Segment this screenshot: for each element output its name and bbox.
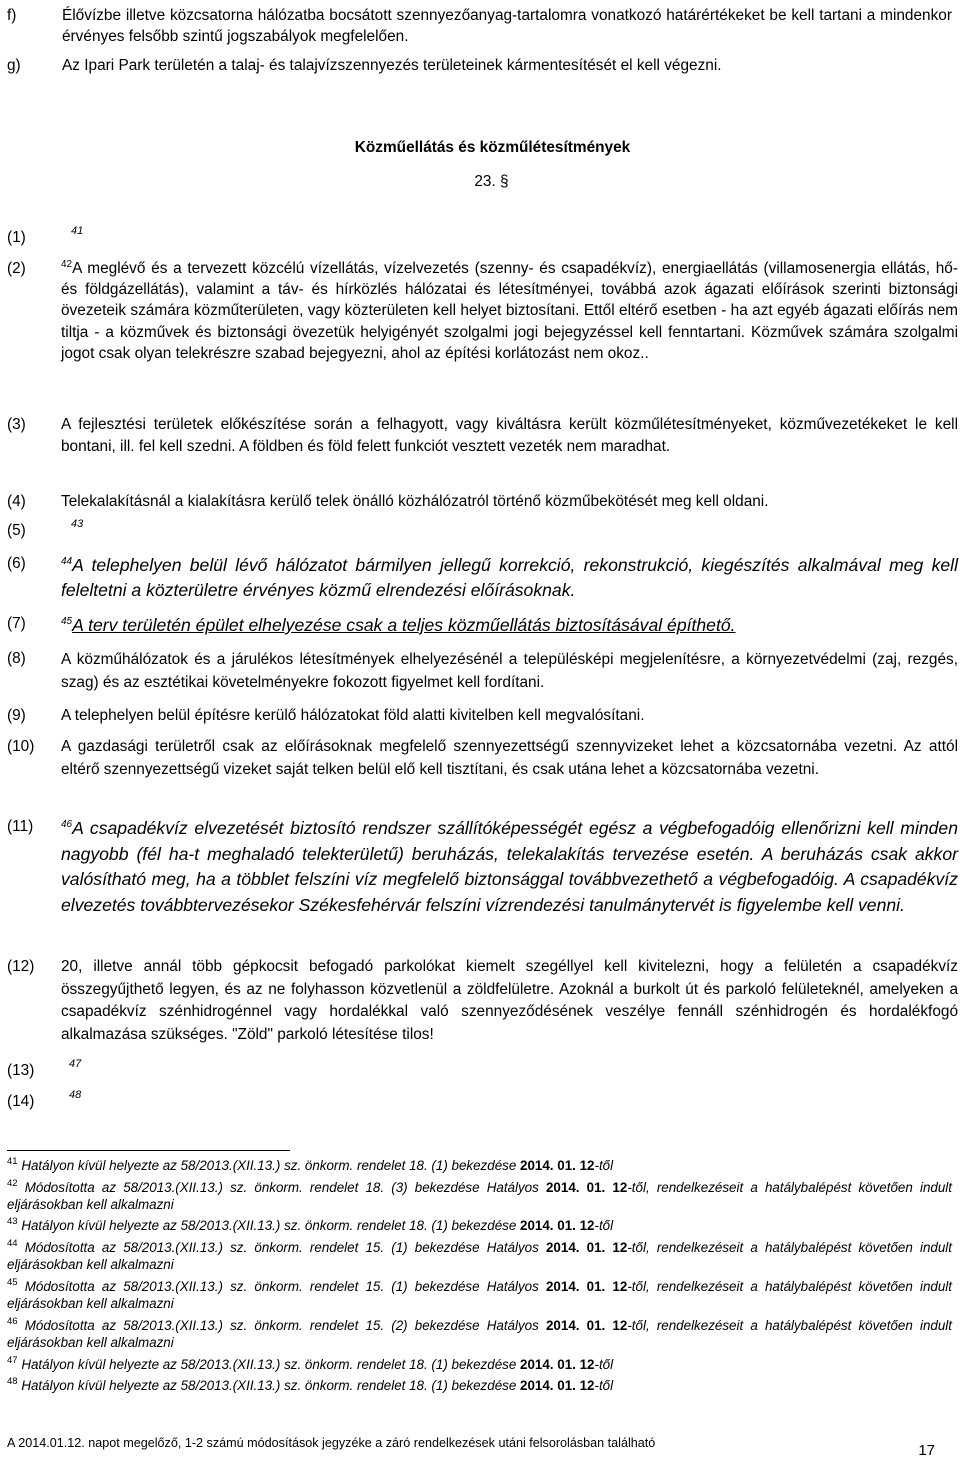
footnote-ref: 45 [61, 616, 73, 628]
footnote-ref: 48 [69, 1089, 82, 1101]
footnote-date: 2014. 01. 12 [520, 1218, 595, 1233]
footnote-number: 41 [7, 1156, 18, 1167]
footnote-text: Hatályon kívül helyezte az 58/2013.(XII.13.) sz. önkorm. rendelet 18. (1) bekezdése [21, 1378, 521, 1393]
paragraph-label: (3) [7, 416, 26, 433]
paragraph-text: A telephelyen belül lévő hálózatot bármilyen jellegű korrekció, rekonstrukció, kiegészítés alkalmával meg kell feleltetni a közterületre érvényes közmű elrendezési előírásoknak. [61, 555, 958, 600]
list-item-g [0, 55, 960, 76]
footnote [0, 1356, 960, 1373]
paragraph-label: (10) [7, 738, 35, 755]
footnote-ref: 46 [61, 819, 73, 831]
footnote-tail: -től [594, 1357, 614, 1372]
footnote-number: 45 [7, 1277, 18, 1288]
footnote [0, 1179, 960, 1213]
footnote-ref: 42 [61, 258, 73, 270]
paragraph-14 [0, 1091, 960, 1114]
paragraph-label: (13) [7, 1062, 35, 1079]
footnote-number: 47 [7, 1355, 18, 1366]
footnote-date: 2014. 01. 12 [520, 1378, 595, 1393]
list-item-f [0, 5, 960, 47]
footnote-number: 44 [7, 1238, 18, 1249]
footnote-text: Módosította az 58/2013.(XII.13.) sz. önkorm. rendelet 15. (1) bekezdése Hatályos [24, 1240, 546, 1255]
paragraph-text: A meglévő és a tervezett közcélú vízellátás, vízelvezetés (szenny- és csapadékvíz), energiaellátás (villamosenergia ellátás, hő- és földgázellátás), valamint a táv- és hírközlés hálózatai és létesítményei, továbbá azok ágazati előírások szerinti biztonsági övezeteik számára közműterületen, vagy közterületen kell helyet biztosítani. Ettől eltérő esetben - ha azt egyéb ágazati előírás nem tiltja - a közművek és biztonsági övezetük helyigényét szolgalmi jogi bejegyzéssel kell fenntartani. Közművek számára szolgalmi jogot csak olyan telekrészre szabad bejegyezni, ahol az építési korlátozást nem okoz.. [61, 260, 958, 362]
paragraph-label: (8) [7, 650, 26, 667]
section-sign: § [500, 173, 509, 190]
footnote-date: 2014. 01. 12 [545, 1279, 628, 1294]
paragraph-10 [0, 736, 960, 781]
footnote-ref: 47 [69, 1058, 82, 1070]
item-text: Élővízbe illetve közcsatorna hálózatba bocsátott szennyezőanyag-tartalomra vonatkozó határértékeket be kell tartani a mindenkor érvényes felsőbb szintű jogszabályok megfelelően. [62, 7, 952, 45]
footnote-tail: -től, rendelkezéseit a hatálybalépést követően indult eljárásokban kell alkalmazni [7, 1279, 952, 1311]
item-text: Az Ipari Park területén a talaj- és talajvízszennyezés területeinek kármentesítését el kell végezni. [62, 57, 722, 74]
footnote-ref: 44 [61, 556, 73, 568]
paragraph-label: (12) [7, 958, 35, 975]
footnote [0, 1157, 960, 1174]
paragraph-4 [0, 491, 960, 512]
paragraph-12 [0, 956, 960, 1046]
footnote [0, 1317, 960, 1351]
paragraph-label: (4) [7, 493, 26, 510]
paragraph-text: A terv területén épület elhelyezése csak a teljes közműellátás biztosításával építhető. [72, 615, 736, 635]
paragraph-label: (7) [7, 615, 26, 632]
footnote-date: 2014. 01. 12 [545, 1180, 628, 1195]
paragraph-label: (11) [7, 818, 34, 835]
paragraph-label: (5) [7, 522, 26, 539]
footnote-text: Hatályon kívül helyezte az 58/2013.(XII.13.) sz. önkorm. rendelet 18. (1) bekezdése [21, 1158, 521, 1173]
footnote-text: Hatályon kívül helyezte az 58/2013.(XII.13.) sz. önkorm. rendelet 18. (1) bekezdése [21, 1357, 521, 1372]
paragraph-11 [0, 816, 960, 918]
footnote-tail: -től [594, 1218, 614, 1233]
paragraph-label: (9) [7, 707, 26, 724]
paragraph-9 [0, 705, 960, 726]
paragraph-label: (1) [7, 229, 26, 246]
footnote-tail: -től [594, 1158, 614, 1173]
footnote-number: 46 [7, 1316, 18, 1327]
paragraph-text: A fejlesztési területek előkészítése során a felhagyott, vagy kiváltásra került közműlétesítményeket, közművezetékeket le kell bontani, ill. fel kell szedni. A földben és föld felett funkciót vesztett vezeték nem maradhat. [61, 416, 958, 455]
paragraph-5 [0, 520, 960, 543]
paragraph-label: (6) [7, 555, 26, 572]
footnote [0, 1239, 960, 1273]
paragraph-13 [0, 1060, 960, 1083]
paragraph-text: A közműhálózatok és a járulékos létesítmények elhelyezésénél a településképi megjelenítésre, a környezetvédelmi (zaj, rezgés, szag) és az esztétikai követelményekre fokozott figyelmet kell fordítani. [61, 651, 958, 691]
footnote-date: 2014. 01. 12 [545, 1240, 628, 1255]
paragraph-7 [0, 613, 960, 637]
paragraph-8 [0, 648, 960, 694]
section-number-text: 23. [474, 173, 501, 190]
footnote-date: 2014. 01. 12 [520, 1158, 595, 1173]
paragraph-text: Telekalakításnál a kialakításra kerülő telek önálló közhálózatról történő közműbekötését meg kell oldani. [61, 493, 769, 510]
paragraph-1 [0, 227, 960, 250]
paragraph-6 [0, 553, 960, 603]
footnote [0, 1217, 960, 1234]
paragraph-text: A gazdasági területről csak az előírásoknak megfelelő szennyezettségű szennyvizeket lehet a közcsatornába vezetni. Az attól eltérő szennyezettségű vizeket saját telken belül elő kell tisztítani, és csak utána lehet a közcsatornába vezetni. [61, 738, 958, 778]
item-label: g) [7, 57, 21, 74]
item-label: f) [7, 7, 17, 24]
footnote-ref: 41 [71, 225, 84, 237]
paragraph-text: 20, illetve annál több gépkocsit befogadó parkolókat kiemelt szegéllyel kell kivitelezni, hogy a felületén a csapadékvíz összegyűjthető legyen, és az ne folyhasson közvetlenül a zöldfelületre. Azoknál a burkolt út és parkoló felületeknél, amelyeken a csapadékvíz szénhidrogénnel vagy hordalékkal való szennyeződésének veszélye fennáll szénhidrogén és hordalékfogó alkalmazása szükséges. "Zöld" parkoló létesítése tilos! [61, 958, 958, 1043]
footnote-number: 42 [7, 1178, 18, 1189]
section-heading: Közműellátás és közműlétesítmények [354, 139, 631, 156]
paragraph-3 [0, 414, 960, 458]
footnote-text: Hatályon kívül helyezte az 58/2013.(XII.13.) sz. önkorm. rendelet 18. (1) bekezdése [21, 1218, 521, 1233]
footnote-tail: -től [594, 1378, 614, 1393]
section-number [0, 171, 960, 192]
footnote-date: 2014. 01. 12 [545, 1318, 628, 1333]
footnotes [0, 1157, 960, 1394]
paragraph-label: (14) [7, 1093, 35, 1110]
footnote-tail: -től, rendelkezéseit a hatálybalépést követően indult eljárásokban kell alkalmazni [7, 1180, 952, 1212]
footnote-date: 2014. 01. 12 [520, 1357, 595, 1372]
footnote-number: 43 [7, 1216, 18, 1227]
footnote-ref: 43 [71, 518, 84, 530]
footnote-text: Módosította az 58/2013.(XII.13.) sz. önkorm. rendelet 15. (2) bekezdése Hatályos [24, 1318, 546, 1333]
footnote-text: Módosította az 58/2013.(XII.13.) sz. önkorm. rendelet 15. (1) bekezdése Hatályos [24, 1279, 546, 1294]
list-block [0, 5, 960, 76]
page-number: 17 [918, 1442, 935, 1459]
footnote-tail: -től, rendelkezéseit a hatálybalépést követően indult eljárásokban kell alkalmazni [7, 1318, 952, 1350]
paragraph-label: (2) [7, 260, 26, 277]
paragraph-text: A telephelyen belül építésre kerülő hálózatokat föld alatti kivitelben kell megvalósítani. [61, 707, 645, 724]
footnote [0, 1278, 960, 1312]
footnote-separator [7, 1150, 290, 1151]
footnote-text: Módosította az 58/2013.(XII.13.) sz. önkorm. rendelet 18. (3) bekezdése Hatályos [24, 1180, 546, 1195]
footnote [0, 1377, 960, 1394]
paragraph-2 [0, 258, 960, 364]
footnote-number: 48 [7, 1376, 18, 1387]
page-footer-note: A 2014.01.12. napot megelőző, 1-2 számú módosítások jegyzéke a záró rendelkezések utáni felsorolásban található [7, 1436, 656, 1450]
footnote-tail: -től, rendelkezéseit a hatálybalépést követően indult eljárásokban kell alkalmazni [7, 1240, 952, 1272]
paragraph-text: A csapadékvíz elvezetését biztosító rendszer szállítóképességét egész a végbefogadóig ellenőrizni kell minden nagyobb (fél ha-t meghaladó telekterületű) beruházás, telekalakítás tervezése esetén. A beruházás csak akkor valósítható meg, ha a többlet felszíni víz megfelelő biztonsággal továbbvezethető a végbefogadóig. A csapadékvíz elvezetés továbbtervezésekor Székesfehérvár felszíni vízrendezési tanulmánytervét is figyelembe kell venni. [61, 818, 958, 915]
